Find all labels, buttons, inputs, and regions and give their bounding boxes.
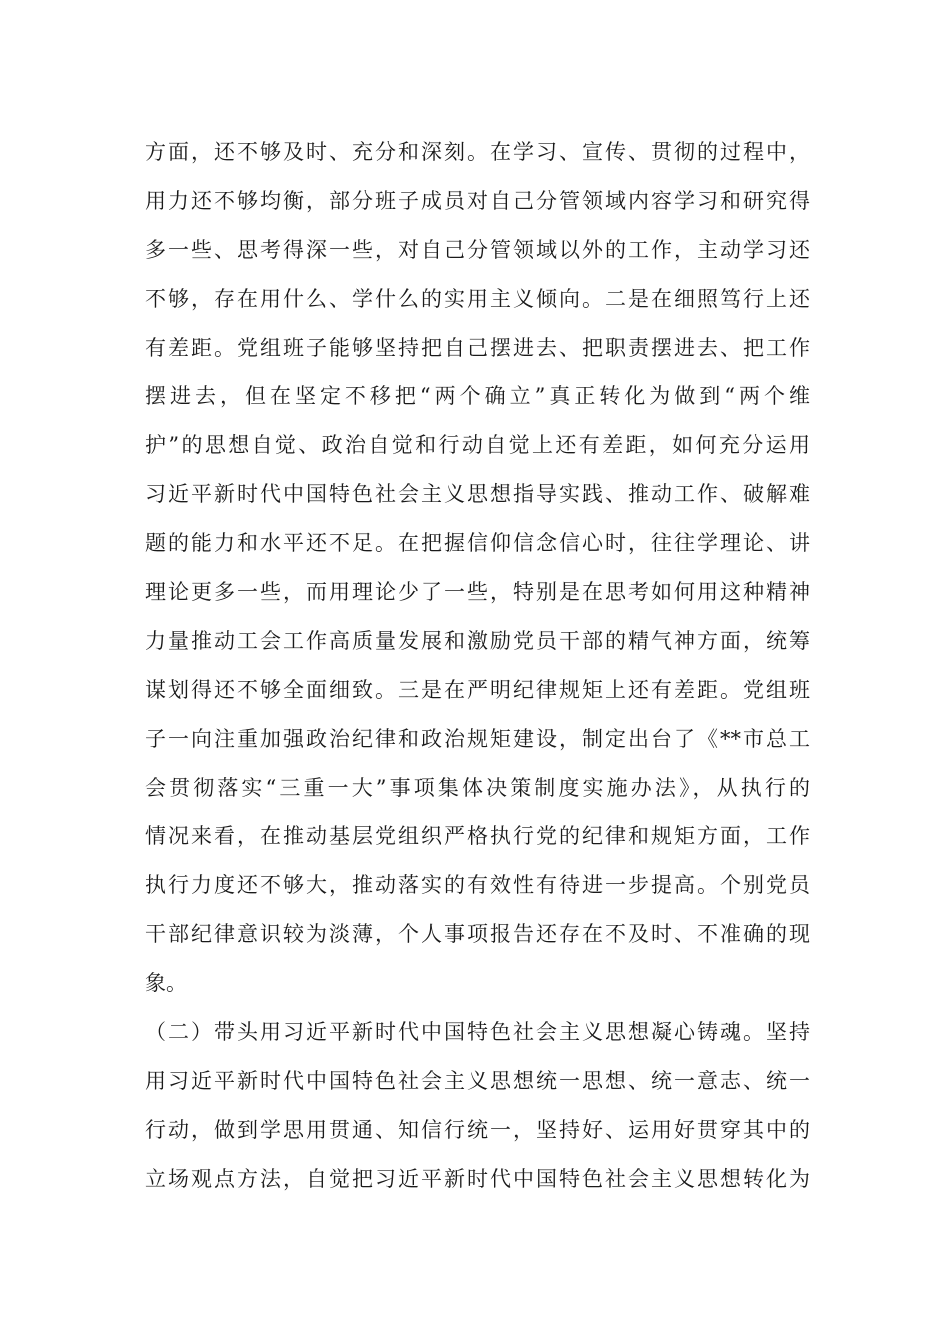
- text-line: 理论更多一些，而用理论少了一些，特别是在思考如何用这种精神: [145, 580, 810, 605]
- text-line: 力量推动工会工作高质量发展和激励党员干部的精气神方面，统筹: [145, 628, 810, 653]
- text-line: 谋划得还不够全面细致。三是在严明纪律规矩上还有差距。党组班: [145, 677, 810, 702]
- text-line: 不够，存在用什么、学什么的实用主义倾向。二是在细照笃行上还: [145, 286, 810, 311]
- text-line: 方面，还不够及时、充分和深刻。在学习、宣传、贯彻的过程中，: [145, 140, 810, 164]
- text-line: 摆进去，但在坚定不移把“两个确立”真正转化为做到“两个维: [145, 384, 810, 409]
- text-line: 用习近平新时代中国特色社会主义思想统一思想、统一意志、统一: [145, 1068, 810, 1093]
- text-line: 干部纪律意识较为淡薄，个人事项报告还存在不及时、不准确的现: [145, 922, 810, 947]
- text-line: 情况来看，在推动基层党组织严格执行党的纪律和规矩方面，工作: [145, 824, 810, 849]
- body-text: [145, 128, 810, 1204]
- text-line: 习近平新时代中国特色社会主义思想指导实践、推动工作、破解难: [145, 482, 810, 507]
- text-line: 题的能力和水平还不足。在把握信仰信念信心时，往往学理论、讲: [145, 531, 810, 556]
- text-line: 会贯彻落实“三重一大”事项集体决策制度实施办法》，从执行的: [145, 775, 810, 800]
- text-line: 有差距。党组班子能够坚持把自己摆进去、把职责摆进去、把工作: [145, 335, 810, 360]
- section-heading-line: （二）带头用习近平新时代中国特色社会主义思想凝心铸魂。坚持: [145, 1020, 810, 1045]
- text-line: 象。: [145, 971, 187, 996]
- text-line: 行动，做到学思用贯通、知信行统一，坚持好、运用好贯穿其中的: [145, 1117, 810, 1142]
- text-line: 执行力度还不够大，推动落实的有效性有待进一步提高。个别党员: [145, 873, 810, 898]
- text-line: 用力还不够均衡，部分班子成员对自己分管领域内容学习和研究得: [145, 188, 810, 213]
- text-line: 护”的思想自觉、政治自觉和行动自觉上还有差距，如何充分运用: [145, 433, 810, 458]
- text-line: 多一些、思考得深一些，对自己分管领域以外的工作，主动学习还: [145, 237, 810, 262]
- text-line: 子一向注重加强政治纪律和政治规矩建设，制定出台了《**市总工: [145, 726, 810, 751]
- text-line: 立场观点方法，自觉把习近平新时代中国特色社会主义思想转化为: [145, 1166, 810, 1191]
